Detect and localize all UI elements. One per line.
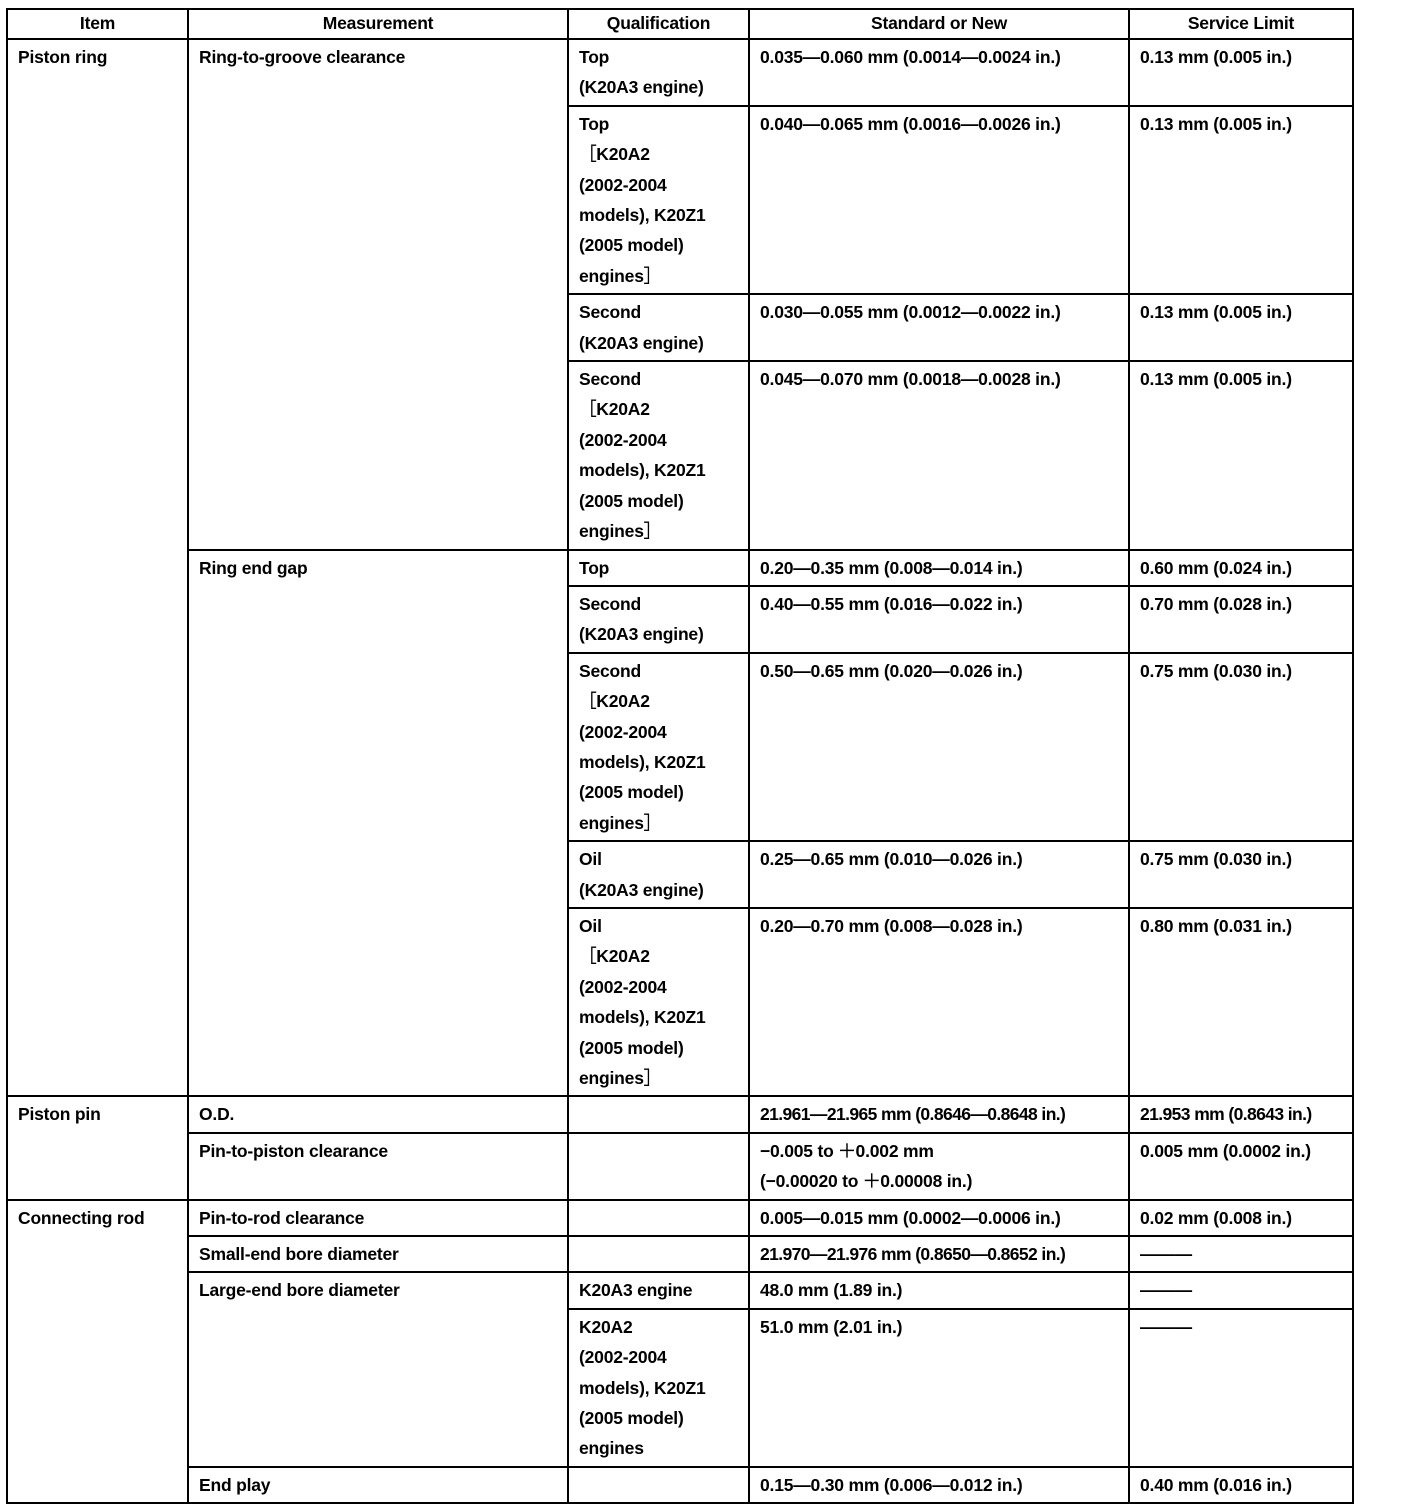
standard-cell: 0.035—0.060 mm (0.0014—0.0024 in.) (749, 39, 1129, 106)
standard-cell: 0.045—0.070 mm (0.0018—0.0028 in.) (749, 361, 1129, 549)
qualification-cell: Top (K20A3 engine) (568, 39, 749, 106)
standard-cell: 0.040—0.065 mm (0.0016—0.0026 in.) (749, 106, 1129, 294)
limit-cell: 0.13 mm (0.005 in.) (1129, 361, 1353, 549)
standard-cell: 51.0 mm (2.01 in.) (749, 1309, 1129, 1467)
measurement-end-play: End play (188, 1467, 568, 1503)
standard-cell: 0.40—0.55 mm (0.016—0.022 in.) (749, 586, 1129, 653)
limit-cell: 21.953 mm (0.8643 in.) (1129, 1096, 1353, 1132)
limit-cell: 0.75 mm (0.030 in.) (1129, 841, 1353, 908)
table-row (7, 1272, 1353, 1308)
limit-cell: 0.80 mm (0.031 in.) (1129, 908, 1353, 1096)
table-row (7, 1133, 1353, 1200)
limit-cell: ——— (1129, 1236, 1353, 1272)
qualification-cell (568, 1096, 749, 1132)
limit-cell: 0.70 mm (0.028 in.) (1129, 586, 1353, 653)
measurement-pin-to-piston: Pin-to-piston clearance (188, 1133, 568, 1200)
header-row (7, 9, 1353, 39)
standard-cell: 0.005—0.015 mm (0.0002—0.0006 in.) (749, 1200, 1129, 1236)
item-connecting-rod: Connecting rod (7, 1200, 188, 1504)
qualification-cell: Top (568, 550, 749, 586)
standard-cell: 0.20—0.35 mm (0.008—0.014 in.) (749, 550, 1129, 586)
table-row (7, 39, 1353, 106)
item-piston-ring: Piston ring (7, 39, 188, 1096)
qualification-cell: Oil ［K20A2 (2002-2004 models), K20Z1 (2005 model) engines］ (568, 908, 749, 1096)
qualification-cell: Oil (K20A3 engine) (568, 841, 749, 908)
standard-cell: 48.0 mm (1.89 in.) (749, 1272, 1129, 1308)
qualification-cell: K20A3 engine (568, 1272, 749, 1308)
table-row (7, 1096, 1353, 1132)
qualification-cell: Second (K20A3 engine) (568, 294, 749, 361)
qualification-cell (568, 1236, 749, 1272)
measurement-ring-end-gap: Ring end gap (188, 550, 568, 1097)
standard-cell: 0.030—0.055 mm (0.0012—0.0022 in.) (749, 294, 1129, 361)
qualification-cell: K20A2 (2002-2004 models), K20Z1 (2005 model) engines (568, 1309, 749, 1467)
limit-cell: 0.13 mm (0.005 in.) (1129, 294, 1353, 361)
limit-cell: ——— (1129, 1272, 1353, 1308)
header-item: Item (7, 9, 188, 39)
standard-cell: 0.15—0.30 mm (0.006—0.012 in.) (749, 1467, 1129, 1503)
standard-cell: 21.970—21.976 mm (0.8650—0.8652 in.) (749, 1236, 1129, 1272)
qualification-cell (568, 1133, 749, 1200)
limit-cell: 0.02 mm (0.008 in.) (1129, 1200, 1353, 1236)
measurement-ring-to-groove: Ring-to-groove clearance (188, 39, 568, 550)
limit-cell: ——— (1129, 1309, 1353, 1467)
item-piston-pin: Piston pin (7, 1096, 188, 1199)
header-measurement: Measurement (188, 9, 568, 39)
table-row (7, 1236, 1353, 1272)
table-row (7, 1200, 1353, 1236)
qualification-cell: Second ［K20A2 (2002-2004 models), K20Z1 (2005 model) engines］ (568, 361, 749, 549)
measurement-large-end: Large-end bore diameter (188, 1272, 568, 1466)
spec-table (6, 8, 1354, 1504)
table-row (7, 550, 1353, 586)
header-qualification: Qualification (568, 9, 749, 39)
qualification-cell: Second ［K20A2 (2002-2004 models), K20Z1 (2005 model) engines］ (568, 653, 749, 841)
limit-cell: 0.13 mm (0.005 in.) (1129, 39, 1353, 106)
limit-cell: 0.13 mm (0.005 in.) (1129, 106, 1353, 294)
table-row (7, 1467, 1353, 1503)
limit-cell: 0.75 mm (0.030 in.) (1129, 653, 1353, 841)
qualification-cell (568, 1200, 749, 1236)
limit-cell: 0.005 mm (0.0002 in.) (1129, 1133, 1353, 1200)
measurement-small-end: Small-end bore diameter (188, 1236, 568, 1272)
standard-cell: 0.20—0.70 mm (0.008—0.028 in.) (749, 908, 1129, 1096)
limit-cell: 0.40 mm (0.016 in.) (1129, 1467, 1353, 1503)
qualification-cell (568, 1467, 749, 1503)
header-standard: Standard or New (749, 9, 1129, 39)
limit-cell: 0.60 mm (0.024 in.) (1129, 550, 1353, 586)
standard-cell: 21.961—21.965 mm (0.8646—0.8648 in.) (749, 1096, 1129, 1132)
measurement-pin-to-rod: Pin-to-rod clearance (188, 1200, 568, 1236)
header-service-limit: Service Limit (1129, 9, 1353, 39)
standard-cell: −0.005 to ＋0.002 mm (−0.00020 to ＋0.00008 in.) (749, 1133, 1129, 1200)
measurement-od: O.D. (188, 1096, 568, 1132)
standard-cell: 0.25—0.65 mm (0.010—0.026 in.) (749, 841, 1129, 908)
qualification-cell: Top ［K20A2 (2002-2004 models), K20Z1 (2005 model) engines］ (568, 106, 749, 294)
qualification-cell: Second (K20A3 engine) (568, 586, 749, 653)
standard-cell: 0.50—0.65 mm (0.020—0.026 in.) (749, 653, 1129, 841)
